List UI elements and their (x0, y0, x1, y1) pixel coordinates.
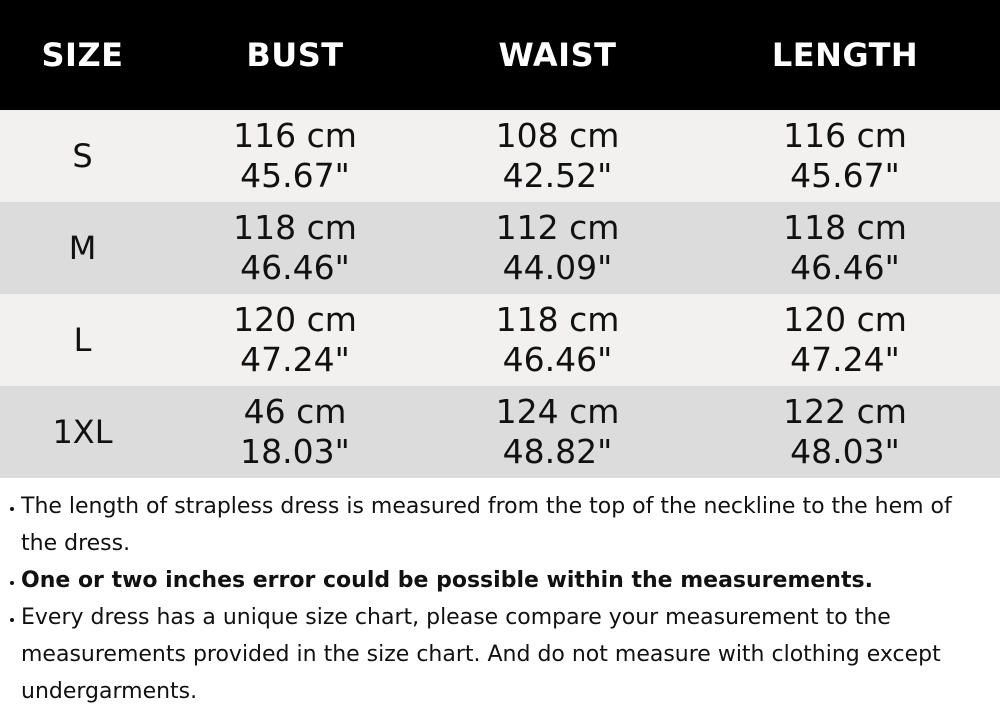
waist-cell (425, 294, 690, 386)
bullet-icon (10, 507, 14, 511)
size-label: S (72, 137, 93, 175)
bust-in: 18.03" (240, 432, 350, 471)
bust-in: 46.46" (240, 248, 350, 287)
length-in: 48.03" (790, 432, 900, 471)
length-cm: 122 cm (783, 392, 907, 431)
size-cell (0, 386, 165, 478)
waist-in: 42.52" (502, 156, 613, 195)
bust-in: 45.67" (240, 156, 350, 195)
bust-in: 47.24" (240, 340, 350, 379)
bust-cell (165, 386, 425, 478)
length-in: 45.67" (790, 156, 900, 195)
waist-in: 48.82" (502, 432, 613, 471)
bust-cell (165, 294, 425, 386)
table-row (0, 386, 1000, 478)
note-item (10, 562, 980, 599)
waist-in: 44.09" (502, 248, 613, 287)
header-bust: BUST (165, 0, 425, 110)
length-cm: 116 cm (783, 116, 907, 155)
length-cell (690, 294, 1000, 386)
table-row (0, 294, 1000, 386)
bust-cm: 116 cm (233, 116, 357, 155)
note-text: The length of strapless dress is measured from the top of the neckline to the hem of the dress. (21, 494, 952, 556)
size-cell (0, 110, 165, 202)
waist-cell (425, 386, 690, 478)
length-cell (690, 386, 1000, 478)
bust-cm: 118 cm (233, 208, 357, 247)
note-text: Every dress has a unique size chart, please compare your measurement to the measurements provided in the size chart. And do not measure with clothing except undergarments. (21, 605, 941, 704)
waist-cm: 118 cm (495, 300, 620, 339)
length-cell (690, 202, 1000, 294)
bust-cell (165, 110, 425, 202)
bust-cm: 120 cm (233, 300, 357, 339)
size-label: 1XL (52, 413, 113, 451)
size-cell (0, 202, 165, 294)
bust-cm: 46 cm (243, 392, 347, 431)
length-cell (690, 110, 1000, 202)
note-item (10, 599, 980, 710)
note-item (10, 488, 980, 562)
header-size: SIZE (0, 0, 165, 110)
bullet-icon (10, 581, 14, 585)
size-cell (0, 294, 165, 386)
measurement-notes (0, 478, 1000, 710)
note-text: One or two inches error could be possible within the measurements. (21, 568, 873, 593)
waist-in: 46.46" (502, 340, 613, 379)
header-waist: WAIST (425, 0, 690, 110)
waist-cm: 124 cm (495, 392, 620, 431)
waist-cell (425, 110, 690, 202)
length-cm: 118 cm (783, 208, 907, 247)
table-row (0, 110, 1000, 202)
length-in: 47.24" (790, 340, 900, 379)
length-in: 46.46" (790, 248, 900, 287)
length-cm: 120 cm (783, 300, 907, 339)
header-length: LENGTH (690, 0, 1000, 110)
waist-cell (425, 202, 690, 294)
waist-cm: 108 cm (495, 116, 620, 155)
table-row (0, 202, 1000, 294)
table-header-row (0, 0, 1000, 110)
bullet-icon (10, 618, 14, 622)
size-label: M (68, 229, 97, 267)
bust-cell (165, 202, 425, 294)
size-label: L (73, 321, 92, 359)
waist-cm: 112 cm (495, 208, 620, 247)
